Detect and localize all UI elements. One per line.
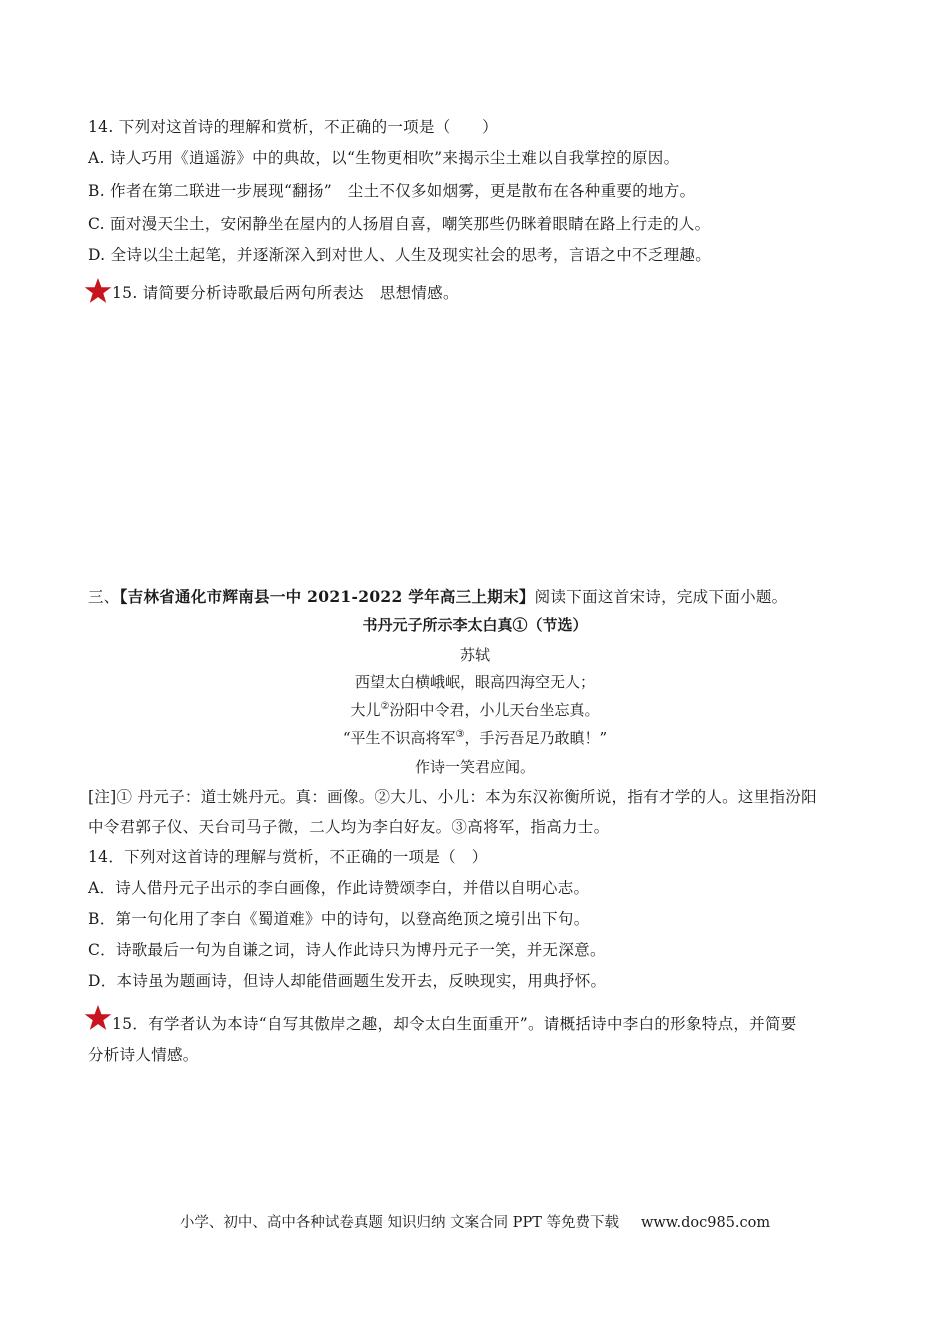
note-line-2: 中令君郭子仪、天台司马子微，二人均为李白好友。③高将军，指高力士。 [88, 818, 610, 836]
q14-stem-2: 14．下列对这首诗的理解与赏析，不正确的一项是（ ） [88, 848, 488, 866]
poem-line-3-start: “平生不识高将军 [342, 729, 456, 747]
star-icon [84, 1004, 112, 1032]
poem-line-3-end: ，手污吾足乃敢瞋！” [464, 729, 608, 747]
footnote-marker-2: ② [380, 701, 390, 712]
poem-line-2-start: 大儿 [350, 701, 381, 719]
section-heading [88, 586, 787, 608]
q15-prompt-2-line-1: 15．有学者认为本诗“自写其傲岸之趣，却令太白生面重开”。请概括诗中李白的形象特点，并简要 [112, 1015, 797, 1033]
footnote-marker-3: ③ [455, 729, 465, 740]
q14-option-d-2: D．本诗虽为题画诗，但诗人却能借画题生发开去，反映现实，用典抒怀。 [88, 972, 607, 990]
q14-option-b-2: B．第一句化用了李白《蜀道难》中的诗句，以登高绝顶之境引出下句。 [88, 910, 590, 928]
section-instruction: 阅读下面这首宋诗，完成下面小题。 [534, 588, 788, 606]
poem-line-3 [0, 727, 950, 749]
poem-line-2 [0, 699, 950, 721]
section-source: 【吉林省通化市辉南县一中 2021-2022 学年高三上期末】 [119, 587, 535, 606]
star-icon [84, 277, 112, 305]
q14-option-a-2: A．诗人借丹元子出示的李白画像，作此诗赞颂李白，并借以自明心志。 [88, 879, 590, 897]
q14-option-c: C. 面对漫天尘土，安闲静坐在屋内的人扬眉自喜，嘲笑那些仍眯着眼睛在路上行走的人。 [88, 215, 711, 233]
section-number: 三、 [88, 588, 120, 606]
footer-text: 小学、初中、高中各种试卷真题 知识归纳 文案合同 PPT 等免费下载 [179, 1215, 619, 1231]
poem-author: 苏轼 [459, 646, 490, 664]
q14-option-d: D. 全诗以尘土起笔，并逐渐深入到对世人、人生及现实社会的思考，言语之中不乏理趣。 [88, 246, 712, 264]
q14-stem: 14. 下列对这首诗的理解和赏析，不正确的一项是（ ） [88, 118, 498, 136]
poem-title: 书丹元子所示李太白真①（节选） [362, 616, 588, 634]
poem-line-2-end: 汾阳中令君，小儿天台坐忘真。 [389, 701, 600, 719]
poem-line-1: 西望太白横峨岷，眼高四海空无人； [354, 673, 595, 691]
q14-option-a: A. 诗人巧用《逍遥游》中的典故，以“生物更相吹”来揭示尘土难以自我掌控的原因。 [88, 149, 680, 167]
poem-line-4: 作诗一笑君应闻。 [414, 758, 535, 776]
page-footer [0, 1213, 950, 1233]
q15-prompt: 15. 请简要分析诗歌最后两句所表达 思想情感。 [112, 284, 459, 302]
q15-prompt-2-line-2: 分析诗人情感。 [88, 1046, 199, 1064]
q14-option-b: B. 作者在第二联进一步展现“翻扬” 尘土不仅多如烟雾，更是散布在各种重要的地方。 [88, 182, 696, 200]
note-line-1: [注]① 丹元子：道士姚丹元。真：画像。②大儿、小儿：本为东汉祢衡所说，指有才学的人。这里指汾阳 [88, 788, 817, 806]
footer-site: www.doc985.com [640, 1215, 771, 1231]
q14-option-c-2: C．诗歌最后一句为自谦之词，诗人作此诗只为博丹元子一笑，并无深意。 [88, 941, 606, 959]
